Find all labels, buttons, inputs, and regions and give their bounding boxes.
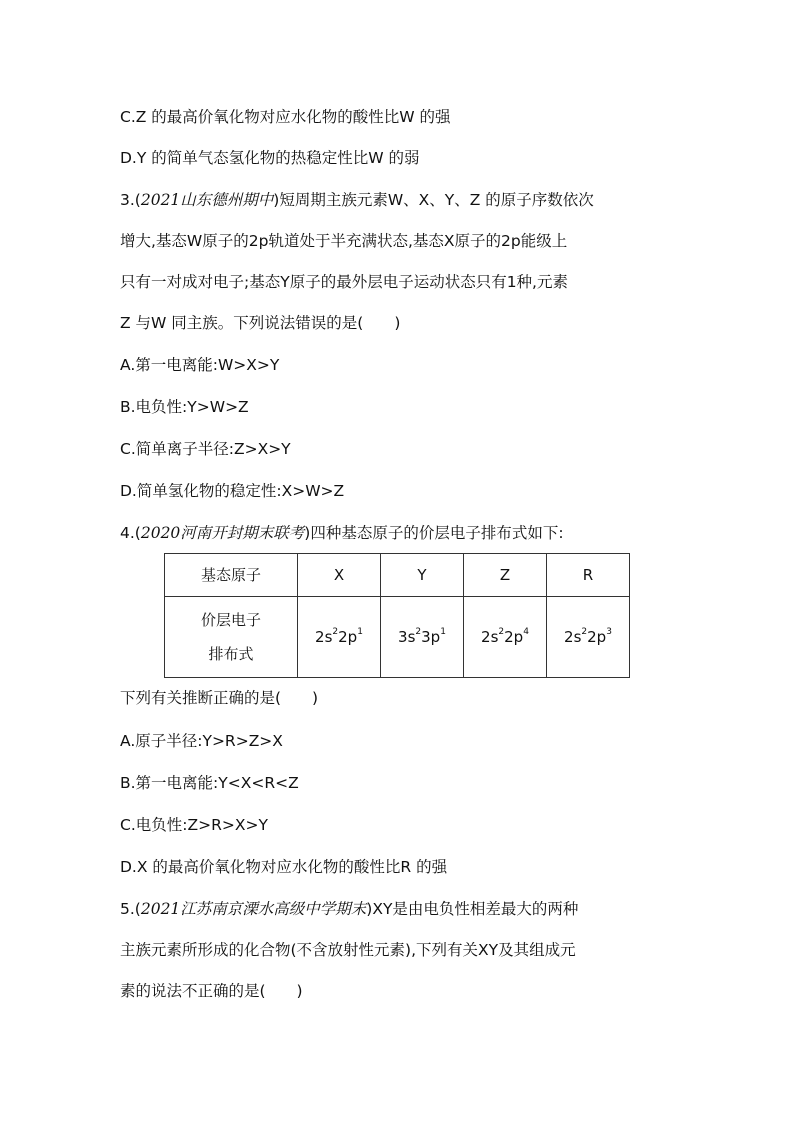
table-header-row [165,554,630,597]
config-label-line2: 排布式 [208,645,254,663]
q4-option-c: C.电负性:Z>R>X>Y [120,816,268,834]
q3-stem-line4: Z 与W 同主族。下列说法错误的是( ) [120,314,401,332]
q2-option-d: D.Y 的简单气态氢化物的热稳定性比W 的弱 [120,149,420,167]
config-z-cell: $2s^22p^4$ [464,597,547,678]
config-label-line1: 价层电子 [200,611,261,629]
atom-x-cell: X [298,554,381,597]
q3-source: 2021山东德州期中 [140,191,274,209]
q4-option-d: D.X 的最高价氧化物对应水化物的酸性比R 的强 [120,858,448,876]
q5-stem-line2: 主族元素所形成的化合物(不含放射性元素),下列有关XY及其组成元 [120,941,576,959]
config-r-cell: $2s^22p^3$ [547,597,630,678]
q3-stem-text: )短周期主族元素W、X、Y、Z 的原子序数依次 [273,191,594,209]
q3-option-b: B.电负性:Y>W>Z [120,398,249,416]
q3-stem-line1 [120,190,680,210]
q4-question: 下列有关推断正确的是( ) [120,689,319,707]
q4-number: 4.( [120,524,141,542]
q5-stem-line3: 素的说法不正确的是( ) [120,982,303,1000]
q5-source: 2021江苏南京溧水高级中学期末 [140,900,367,918]
electron-config-table [164,553,630,678]
config-x-cell: $2s^22p^1$ [298,597,381,678]
q5-stem-line1 [120,899,680,919]
q3-stem-line2: 增大,基态W原子的2p轨道处于半充满状态,基态X原子的2p能级上 [120,232,568,250]
atom-y-cell: Y [381,554,464,597]
q2-option-c: C.Z 的最高价氧化物对应水化物的酸性比W 的强 [120,108,451,126]
q4-stem-line1 [120,523,680,543]
q5-stem-text: )XY是由电负性相差最大的两种 [366,900,579,918]
q3-stem-line3: 只有一对成对电子;基态Y原子的最外层电子运动状态只有1种,元素 [120,273,568,291]
q4-option-b: B.第一电离能:Y<X<R<Z [120,774,299,792]
atom-z-cell: Z [464,554,547,597]
config-label-cell [165,597,298,678]
q3-option-a: A.第一电离能:W>X>Y [120,356,280,374]
header-label-cell: 基态原子 [165,554,298,597]
q4-source: 2020河南开封期末联考 [140,524,305,542]
q4-stem-text: )四种基态原子的价层电子排布式如下: [304,524,564,542]
table-config-row [165,597,630,678]
config-y-cell: $3s^23p^1$ [381,597,464,678]
q3-option-d: D.简单氢化物的稳定性:X>W>Z [120,482,345,500]
atom-r-cell: R [547,554,630,597]
q5-number: 5.( [120,900,141,918]
q4-option-a: A.原子半径:Y>R>Z>X [120,732,283,750]
q3-option-c: C.简单离子半径:Z>X>Y [120,440,291,458]
q3-number: 3.( [120,191,141,209]
